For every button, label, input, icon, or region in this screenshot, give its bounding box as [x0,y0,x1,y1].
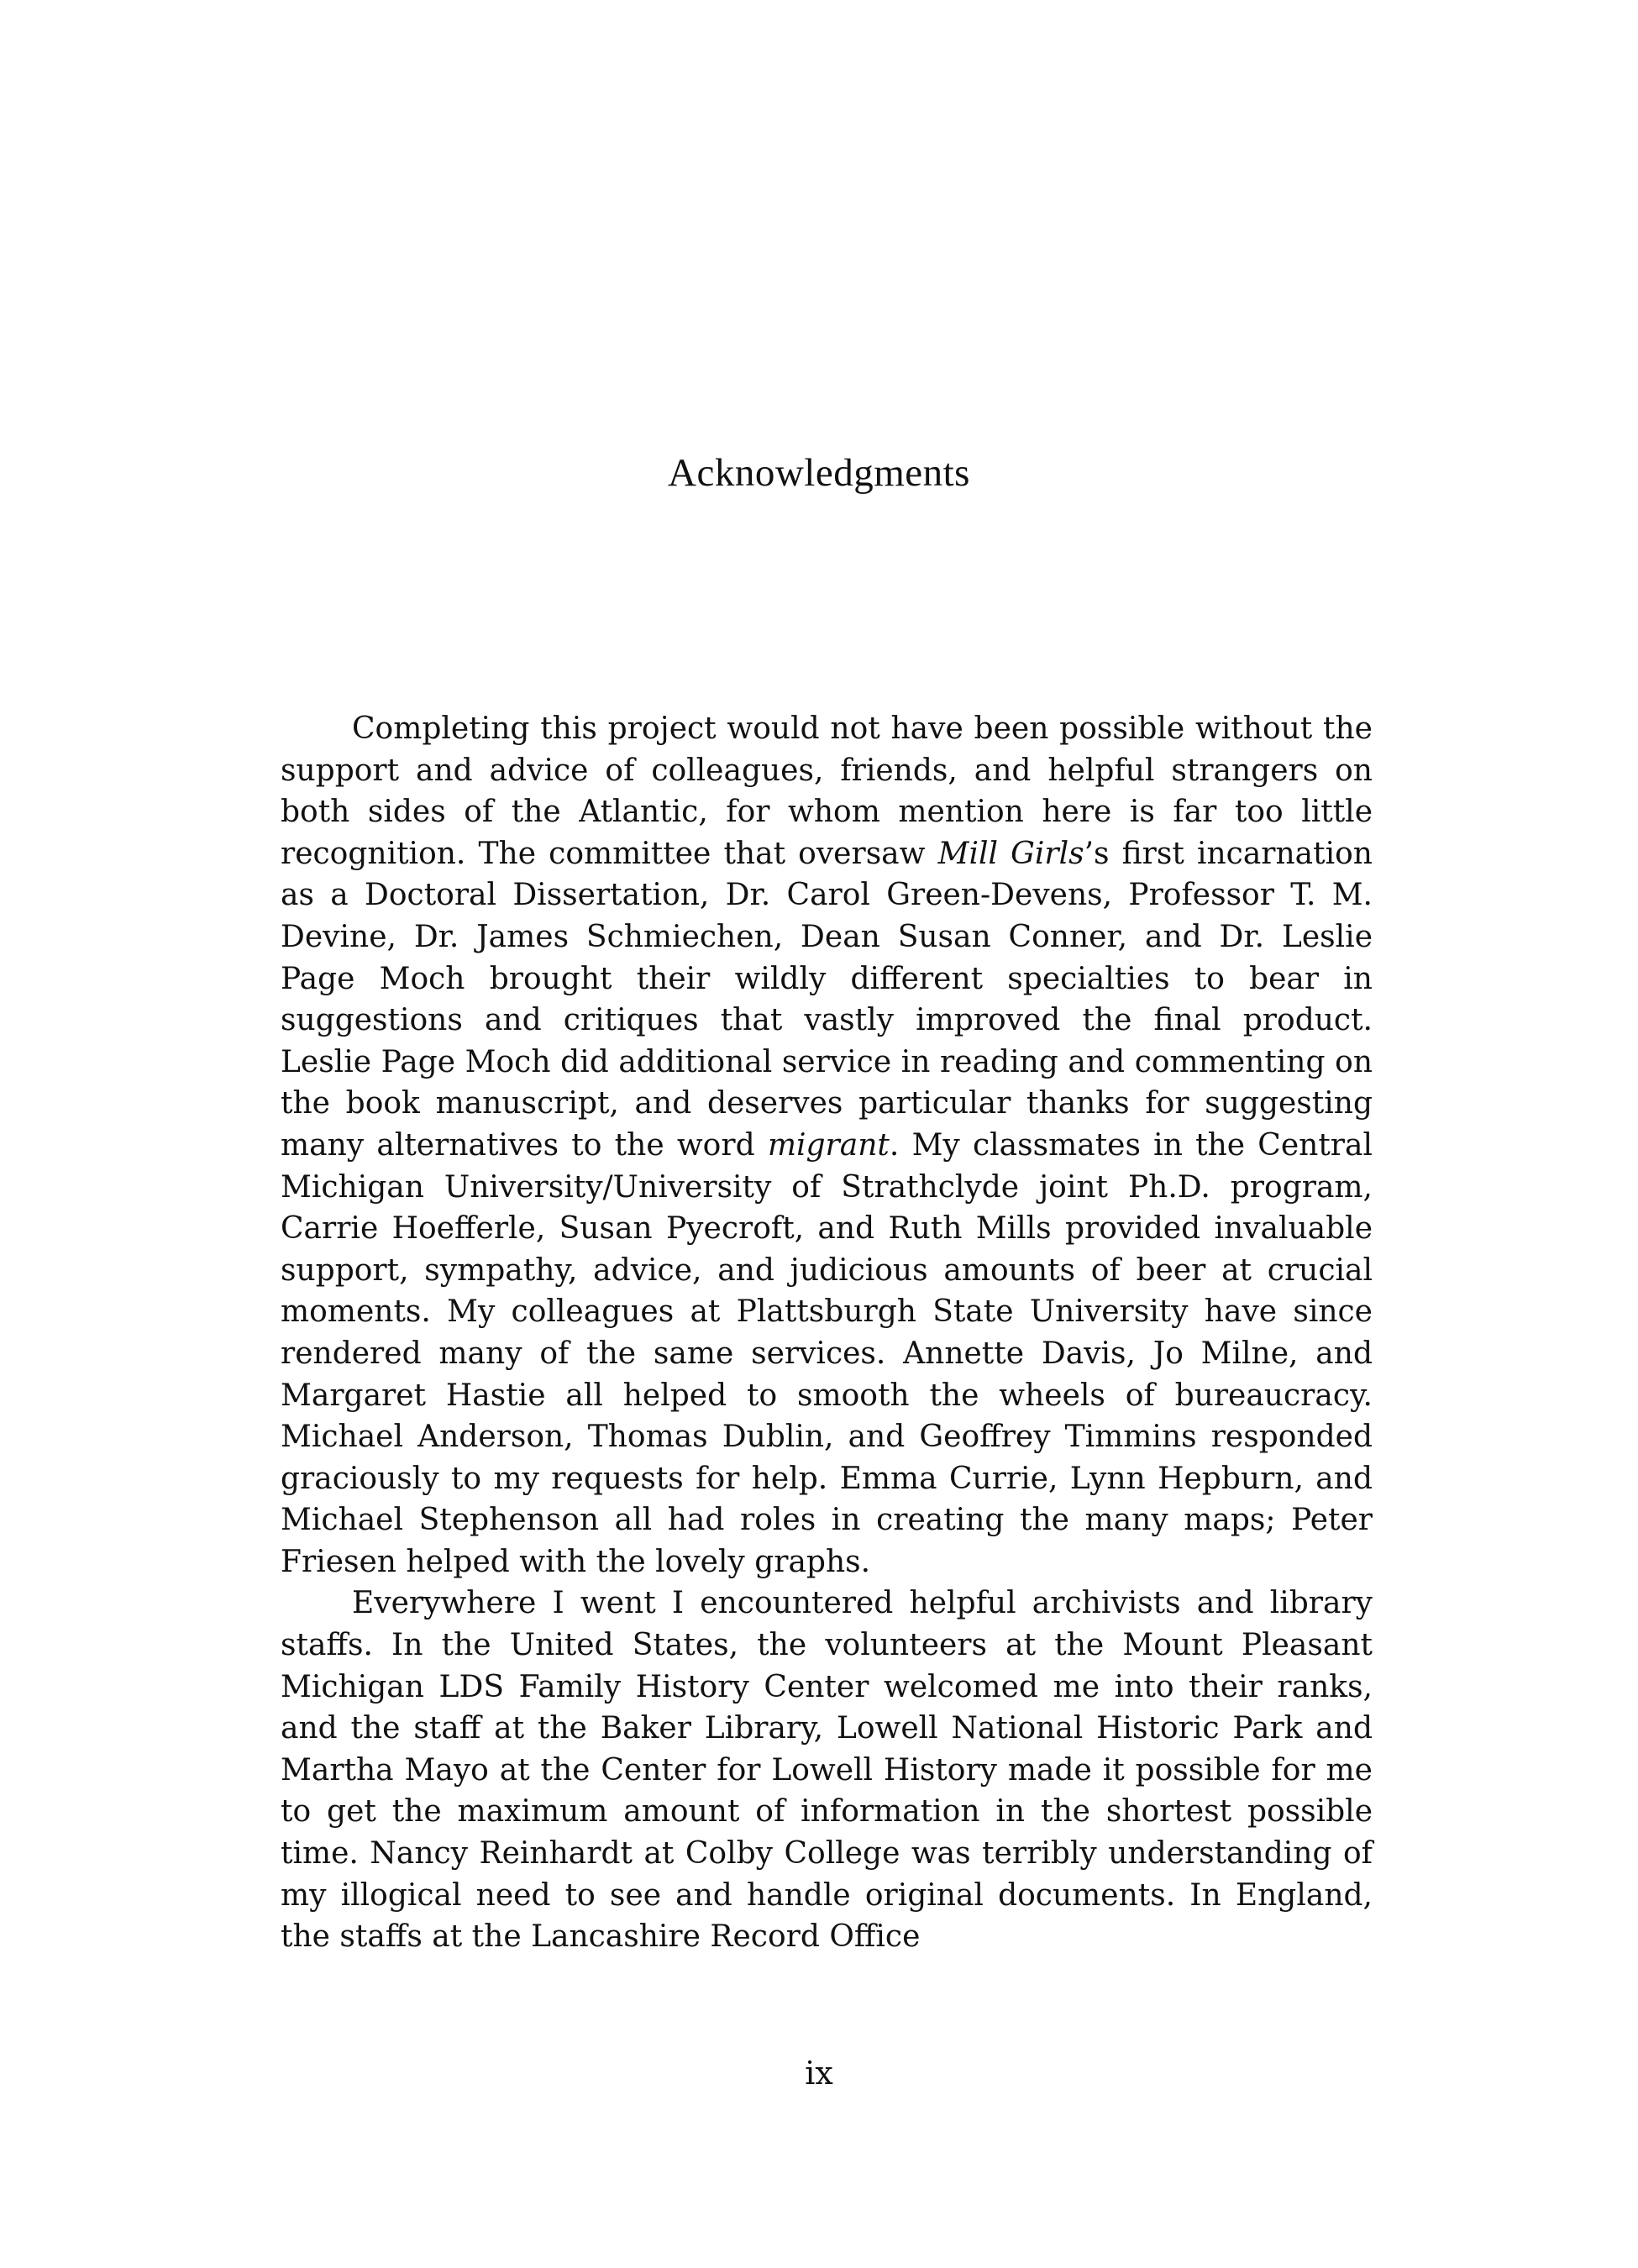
body-text [281,708,1373,1958]
text-run: . My classmates in the Central Michigan University/University of Strathclyde joint Ph.D. program, Carrie Hoefferle, Susan Pyecroft, and Ruth Mills provided invaluable support, sympathy, advice, and judicious amounts of beer at crucial moments. My colleagues at Plattsburgh State University have since rendered many of the same services. Annette Davis, Jo Milne, and Margaret Hastie all helped to smooth the wheels of bureaucracy. Michael Anderson, Thomas Dublin, and Geoffrey Timmins responded graciously to my requests for help. Emma Currie, Lynn Hepburn, and Michael Stephenson all had roles in creating the many maps; Peter Friesen helped with the lovely graphs. [281,1127,1373,1579]
book-title-emphasis: Mill Girls [937,836,1084,871]
page-title: Acknowledgments [668,451,970,495]
text-run: ’s first incarnation as a Doctoral Dissertation, Dr. Carol Green-Devens, Professor T. M. Devine, Dr. James Schmiechen, Dean Susan Conner, and Dr. Leslie Page Moch brought their wildly different specialties to bear in suggestions and critiques that vastly improved the final product. Leslie Page Moch did additional service in reading and commenting on the book manuscript, and deserves particular thanks for suggesting many alternatives to the word [281,836,1373,1163]
paragraph [281,1583,1373,1957]
text-run: Everywhere I went I encountered helpful archivists and library staffs. In the United States, the volunteers at the Mount Pleasant Michigan LDS Family History Center welcomed me into their ranks, and the staff at the Baker Library, Lowell National Historic Park and Martha Mayo at the Center for Lowell History made it possible for me to get the maximum amount of information in the shortest possible time. Nancy Reinhardt at Colby College was terribly understanding of my illogical need to see and handle original documents. In England, the staffs at the Lancashire Record Office [281,1586,1373,1955]
text-run: Completing this project would not have been possible without the support and advice of colleagues, friends, and helpful strangers on both sides of the Atlantic, for whom mention here is far too little recognition. The committee that oversaw [281,711,1373,871]
page-number: ix [805,2055,833,2092]
paragraph [281,708,1373,1583]
word-emphasis: migrant [767,1127,890,1163]
